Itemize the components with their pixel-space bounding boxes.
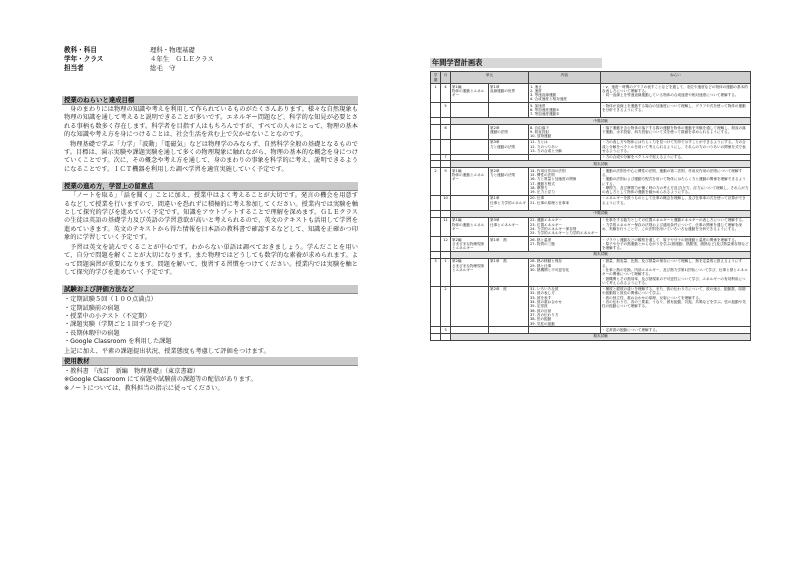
exam-band: 期末試験 xyxy=(451,161,751,168)
aim-line: ・運動の法則および運動方程式を用いて物体にはたらく力と運動の関係を理解できるようにする。 xyxy=(602,177,746,186)
contents-line: 25. 力学的エネルギーと力学的エネルギー xyxy=(530,231,598,236)
contents-line: 26. 熱と温度 xyxy=(530,237,552,242)
evaluation-note: 上記に加え、平素の課題提出状況、授業態度も考慮して評価をつけます。 xyxy=(64,347,270,355)
contents-cell xyxy=(529,168,601,196)
materials-item: ・教科書 『改訂 新編 物理基礎』（東京書籍） xyxy=(64,368,199,376)
contents-line: 31. いろいろな波 xyxy=(530,287,559,292)
aim-line: ・力の合成や分解をベクトルで捉えるようにする。 xyxy=(602,155,685,160)
plan-row xyxy=(431,217,751,236)
month-cell: 11 xyxy=(441,217,451,236)
contents-line: 18. 摩擦力 xyxy=(530,185,548,190)
chapter-line: 第2章 波 xyxy=(490,287,507,292)
unit-line: 物体の運動とエネルギー xyxy=(452,222,485,231)
aim-line: ・原子や分子の熱運動とからながりを学ぶ(熱運動、熱膨張、潜熱など)及び熱量保存則などを理解する。 xyxy=(602,241,749,251)
aim-line: ・仕事をする能力としての位置エネルギーと運動エネルギーの表し方について理解する。 xyxy=(602,218,746,223)
contents-line: 30. 熱機関と不可逆変化 xyxy=(530,268,570,272)
month-cell: 6 xyxy=(441,125,451,140)
contents-line: 36. 波の反射 xyxy=(530,308,552,313)
term-cell xyxy=(431,217,441,236)
contents-line: 1. 速さ xyxy=(530,84,542,89)
contents-line: 38. 弦の振動 xyxy=(530,317,552,322)
evaluation-item: ・課題実験（学期ごと１回ずつを予定） xyxy=(64,321,176,329)
unit-line: 第2編 xyxy=(452,259,462,264)
chapter-cell xyxy=(489,286,529,327)
aim-paragraph: 物理基礎で学ぶ「力学」「波動」「電磁気」などは物理学のみならず、自然科学全般の基礎となるものです。目標は、演示実験や課題実験を通して多くの物理現象に触れながら、物理の基本的な概念を身につけていくことです。次に、その概念や考え方を通して、身のまわりの事象を科学的に考え、説明できるようになることです。ＩＣＴ機器を利用した調べ学習を適宜実施していく予定です。 xyxy=(64,140,358,173)
month-cell xyxy=(441,161,451,168)
exam-band: 期末試験 xyxy=(451,251,751,258)
chapter-line: 第1章 xyxy=(490,84,500,89)
aim-line: ・仕事と熱の変換、内部エネルギー、及び熱力学第1法則について学び、仕事と熱とエネルギーの関係について理解する。 xyxy=(602,268,748,277)
aim-line: ・運動の法則を中心に慣性の法則、運動の第二法則、作用反作用の法則について理解する。 xyxy=(602,168,743,177)
unit-cell xyxy=(451,168,489,196)
contents-line: 22. 運動エネルギー xyxy=(530,218,563,223)
unit-cell xyxy=(451,139,489,154)
contents-line: 10. 放物運動 xyxy=(530,134,552,139)
course-syllabus xyxy=(62,46,358,393)
chapter-line: 仕事とエネルギー xyxy=(490,222,519,227)
contents-line: 37. 音の伝わり方 xyxy=(530,312,559,317)
contents-cell xyxy=(529,237,601,252)
month-cell xyxy=(441,210,451,217)
month-cell: 1 xyxy=(441,258,451,286)
contents-line: 7. 等加速度運動② xyxy=(530,112,560,117)
exam-band-row xyxy=(431,333,751,340)
aims-cell xyxy=(601,286,751,327)
contents-line: 24. 力学的エネルギー保存則 xyxy=(530,226,577,231)
chapter-line: 第2章 xyxy=(490,168,500,173)
chapter-line: 力と運動の法則 xyxy=(490,172,516,177)
unit-cell xyxy=(451,286,489,327)
contents-line: 21. 仕事の原理と仕事率 xyxy=(530,200,570,205)
plan-row xyxy=(431,84,751,103)
evaluation-item: ・Google Classroom を利用した課題 xyxy=(64,338,172,346)
method-paragraph: 予習は英文を読んでくることが中心です。わからない単語は調べておきましょう。学んだことを用いて、自分で問題を解くことが大切になります。また物理ではどうしても数学的な素養が求められます。よって問題演習が重要になります。問題を解いて、復習する習慣をつけてください。授業内では実験を軸として探究的学びを進めていく予定です。 xyxy=(64,243,358,276)
header-contents: 内容 xyxy=(529,72,601,84)
contents-line: 39. 気柱の振動 xyxy=(530,321,555,326)
term-cell xyxy=(431,237,441,252)
contents-cell xyxy=(529,286,601,327)
meta-label: 学年・クラス xyxy=(64,55,104,63)
contents-cell xyxy=(529,84,601,103)
term-cell: 2 xyxy=(431,168,441,196)
chapter-cell xyxy=(489,84,529,103)
contents-line: 3. 等速直線運動 xyxy=(530,93,557,98)
aim-line: ・波の独立性、重ね合わせの原理、反射についてを理解する。 xyxy=(602,295,703,300)
annual-plan-title: 年間学習計画表 xyxy=(430,58,602,68)
plan-row xyxy=(431,286,751,327)
chapter-cell xyxy=(489,258,529,286)
contents-line: 27. 物質の三態 xyxy=(530,241,555,246)
aim-line: ・物体が直線上を運動する場合の加速度について理解し、グラフや式を使って物体の運動を分析できるようにする。 xyxy=(602,103,746,112)
header-month: 月 xyxy=(441,72,451,84)
header-aims: ねらい xyxy=(601,72,751,84)
month-cell: 10 xyxy=(441,195,451,210)
contents-cell xyxy=(529,139,601,154)
chapter-line: 第2章 xyxy=(490,125,500,130)
chapter-cell xyxy=(489,103,529,118)
term-cell xyxy=(431,161,441,168)
materials-item: ※ノートについては、教科担当の指示に従ってください。 xyxy=(64,384,224,392)
contents-cell xyxy=(529,125,601,140)
aim-line: ・熱量、熱容量、比熱、及び熱量の保存について理解し、熱を定量的に扱えるようにする。 xyxy=(602,259,743,268)
term-cell: 1 xyxy=(431,84,441,103)
plan-row xyxy=(431,139,751,154)
term-cell xyxy=(431,139,441,154)
materials-list xyxy=(64,368,358,393)
contents-line: 14. 作用反作用の法則 xyxy=(530,168,566,173)
contents-line: 16. 力と質量と加速度の関係 xyxy=(530,177,577,182)
contents-line: 28. 熱の移動と保存 xyxy=(530,259,563,264)
month-cell xyxy=(441,251,451,258)
term-cell xyxy=(431,195,441,210)
plan-row xyxy=(431,125,751,140)
exam-band-row xyxy=(431,210,751,217)
aims-cell xyxy=(601,139,751,154)
header-unit: 単元 xyxy=(451,72,529,84)
unit-line: さまざまな物理現象とエネルギー xyxy=(452,241,485,251)
aims-cell xyxy=(601,258,751,286)
contents-line: 32. 波の表し方 xyxy=(530,291,555,296)
chapter-line: 力と運動の法則 xyxy=(490,144,516,149)
month-cell: 3 xyxy=(441,327,451,333)
chapter-cell xyxy=(489,139,529,154)
chapter-line: 直線運動の世界 xyxy=(490,88,516,93)
contents-line: 20. 仕事 xyxy=(530,196,545,201)
exam-band: 期末試験 xyxy=(451,333,751,340)
annual-plan xyxy=(430,58,750,341)
month-cell: 12 xyxy=(441,237,451,252)
unit-line: 第1編 xyxy=(452,168,462,173)
evaluation-item: ・授業中の小テスト（不定期） xyxy=(64,313,151,321)
meta-value: 総毛 守 xyxy=(150,64,176,72)
unit-cell xyxy=(451,258,489,286)
annual-plan-body xyxy=(431,84,751,341)
chapter-line: 運動の法則 xyxy=(490,129,508,134)
unit-cell xyxy=(451,84,489,103)
unit-line: 物体の運動とエネルギー xyxy=(452,88,485,98)
plan-row xyxy=(431,237,751,252)
contents-line: 12. 力のつりあい xyxy=(530,144,559,149)
chapter-line: 第3章 xyxy=(490,218,500,223)
term-cell xyxy=(431,103,441,118)
header-term: 学期 xyxy=(431,72,441,84)
aims-cell xyxy=(601,217,751,236)
plan-row xyxy=(431,258,751,286)
term-cell xyxy=(431,125,441,140)
chapter-line: 仕事と力学的エネルギー xyxy=(490,200,526,210)
aims-cell xyxy=(601,168,751,196)
meta-label: 担当者 xyxy=(64,64,84,72)
month-cell xyxy=(441,118,451,125)
chapter-cell xyxy=(489,125,529,140)
month-cell: 4 xyxy=(441,84,451,103)
exam-band-row xyxy=(431,251,751,258)
evaluation-item: ・定期試験５回（１００点満点） xyxy=(64,296,157,304)
term-cell xyxy=(431,118,441,125)
aims-cell xyxy=(601,103,751,118)
aims-cell xyxy=(601,125,751,140)
contents-cell xyxy=(529,103,601,118)
month-cell: 2 xyxy=(441,286,451,327)
aims-cell xyxy=(601,237,751,252)
chapter-line: 第1章 熱 xyxy=(490,237,507,242)
exam-band: 中間試験 xyxy=(451,118,751,125)
chapter-line: 第3章 xyxy=(490,140,500,145)
term-cell: 3 xyxy=(431,258,441,286)
unit-cell xyxy=(451,103,489,118)
section-heading-materials: 使用教材 xyxy=(62,357,358,366)
aim-line: ・定常波の振動について理解する。 xyxy=(602,327,660,332)
meta-value: ４年生 ＧＬＥクラス xyxy=(150,55,214,63)
aim-line: ・力学的エネルギー保存の法則および適用条件について、仕事の関係を通じて理解を深め、実験を行うことで、この法則を用いていろいろな運動を分析できるようにする。 xyxy=(602,222,743,231)
aim-line: ・v、速度－時間のグラフの表すことなどを通して、変位や速度などの物体の運動の基本的な表し方について理解する。 xyxy=(602,84,748,93)
contents-line: 2. 速度 xyxy=(530,88,542,93)
meta-subject xyxy=(64,46,358,55)
unit-line: 物体の運動とエネルギー xyxy=(452,172,485,182)
plan-row xyxy=(431,168,751,196)
aim-line: ・エネルギーを扱うものとして仕事の概念を理解し、及び仕事率の式を使って計算ができるようにする。 xyxy=(602,196,746,205)
meta-grade-class xyxy=(64,55,358,64)
chapter-line: 第1章 xyxy=(490,196,500,201)
aims-cell xyxy=(601,195,751,210)
chapter-cell xyxy=(489,237,529,252)
meta-value: 理科・物理基礎 xyxy=(150,46,195,54)
unit-line: 第2編 xyxy=(452,237,462,242)
unit-line: 第1編 xyxy=(452,84,462,89)
contents-line: 8. 自由落下 xyxy=(530,125,549,130)
term-cell xyxy=(431,251,441,258)
exam-band: 中間試験 xyxy=(451,210,751,217)
aim-line: ・横波と縦波の違いを理解する。また、波の伝わり方について、波の速さ、振動数、周期や振動数と波長の関係について学ぶ。 xyxy=(602,287,746,296)
section-heading-aims: 授業のねらいと達成目標 xyxy=(62,96,358,105)
unit-cell xyxy=(451,125,489,140)
unit-line: 第1編 xyxy=(452,218,462,223)
term-cell xyxy=(431,286,441,327)
annual-plan-table xyxy=(430,71,751,341)
contents-line: 15. 慣性の法則 xyxy=(530,172,555,177)
evaluation-list xyxy=(64,296,358,346)
method-paragraph: 「ノートを取る」「話を聞く」ことに加え、授業中はよく考えることが大切です。発言の機会を用意するなどして授業を行いますので、間違いを恐れずに積極的に考え参加してください。授業内では実験を軸として探究的学びを進めていく予定です。知識をアウトプットすることで理解を深めます。ＧＬＥクラスの生徒は英語の基礎学力及び英語の学習意欲が高いと考えられるので、英文のテキストも活用して学習を進めていきます。英文のテキストから得た情報を日本語の教科書で確認するなどして、知識を正確かつ印象的に学習していく予定です。 xyxy=(64,192,358,242)
evaluation-item: ・長期休暇中の宿題 xyxy=(64,329,120,337)
section-heading-evaluation: 試験および評価方法など xyxy=(62,285,358,294)
aim-line: ・摩擦力、及び摩擦力が働く時の力の考え方及び(圧力、浮力)について理解し、それらが力の表し方として物体の運動を確かめられるようにする。 xyxy=(602,185,749,195)
materials-item: ※Google Classroom にて宿題や試験前の課題等の配信があります。 xyxy=(64,376,257,384)
chapter-cell xyxy=(489,195,529,210)
month-cell: 5 xyxy=(441,103,451,118)
contents-line: 4. 合成速度と相対速度 xyxy=(530,97,567,102)
aims-cell xyxy=(601,84,751,103)
contents-line: 17. 運動方程式 xyxy=(530,181,555,186)
course-meta xyxy=(64,46,358,73)
term-cell xyxy=(431,333,441,340)
aim-line: ・力の表し方や物体にはたらく力を見つけて矢印で示すことができるようにする。力の合成と分解をベクトルを用いて考えられるようにし、それらの力のつりあいの関係を式で表せるようにする。 xyxy=(602,140,746,154)
contents-cell xyxy=(529,258,601,286)
contents-line: 11. 力とは xyxy=(530,140,548,145)
term-cell xyxy=(431,210,441,217)
table-header-row xyxy=(431,72,751,84)
contents-line: 34. 波の重ね合わせ xyxy=(530,300,563,305)
contents-line: 35. 定常波 xyxy=(530,304,548,309)
plan-row xyxy=(431,195,751,210)
aim-line: ・落下運動を含む物体の落下する際の運動を物体の運動を実験を通して理解し、鉛直の落下運動、水平投射、斜方投射について式を使って数値を求められるようにする。 xyxy=(602,125,746,134)
contents-line: 29. 熱と仕事 xyxy=(530,263,552,268)
contents-cell xyxy=(529,217,601,236)
month-cell: 9 xyxy=(441,168,451,196)
contents-line: 13. 力の合成と分解 xyxy=(530,149,563,154)
month-cell xyxy=(441,139,451,154)
contents-line: 19. 圧力と浮力 xyxy=(530,190,555,195)
exam-band-row xyxy=(431,118,751,125)
evaluation-item: ・定期試験前の宿題 xyxy=(64,304,120,312)
contents-line: 9. 鉛直投射 xyxy=(530,129,549,134)
chapter-line: 第1章 熱 xyxy=(490,259,507,264)
month-cell xyxy=(441,333,451,340)
contents-line: 33. 波を表す xyxy=(530,295,552,300)
meta-teacher xyxy=(64,64,358,73)
aim-paragraph: 身のまわりには物理の知識や考えを利用して作られているものがたくさんあります。様々な自然現象も物理の知識を通して考えると説明できることが多いです。エネルギー問題など、科学的な知見が必要とされる事柄も数多く存在します。科学者を目指す人はもちろんですが、すべての人々にとって、物理の基本的な知識や考え方を身につけることは、社会生活を営む上で欠かせないことなのです。 xyxy=(64,106,358,139)
contents-line: 6. 等加速度運動① xyxy=(530,107,560,112)
section-heading-method: 授業の進め方，学習上の留意点 xyxy=(62,182,358,191)
chapter-cell xyxy=(489,217,529,236)
meta-label: 教科・科目 xyxy=(64,46,97,54)
aim-line: ・音の伝わり方、音の三要素、うなり、固有振動、共振、共鳴などを学ぶ。弦の振動や気柱の振動について理解する。 xyxy=(602,300,746,309)
unit-cell xyxy=(451,195,489,210)
contents-line: 23. 位置エネルギー xyxy=(530,222,563,227)
unit-line: さまざまな物理現象とエネルギー xyxy=(452,263,485,272)
aim-line: ・同一直線上を等速直線運動している物体の合成速度や相対速度について理解する。 xyxy=(602,93,739,98)
aim-line: ・熱機関とその熱効率、及び熱現象の不可逆性について学び、エネルギーの有効利用について考えられるようにする。 xyxy=(602,276,746,285)
chapter-cell xyxy=(489,168,529,196)
aim-line: ・ブラウン運動などの観察を通して、原子や分子の熱運動と温度の関係を理解する。 xyxy=(602,237,739,242)
exam-band-row xyxy=(431,161,751,168)
unit-cell xyxy=(451,237,489,252)
contents-cell xyxy=(529,195,601,210)
contents-line: 5. 加速度 xyxy=(530,103,546,108)
plan-row xyxy=(431,103,751,118)
month-cell: 7 xyxy=(441,154,451,160)
unit-cell xyxy=(451,217,489,236)
